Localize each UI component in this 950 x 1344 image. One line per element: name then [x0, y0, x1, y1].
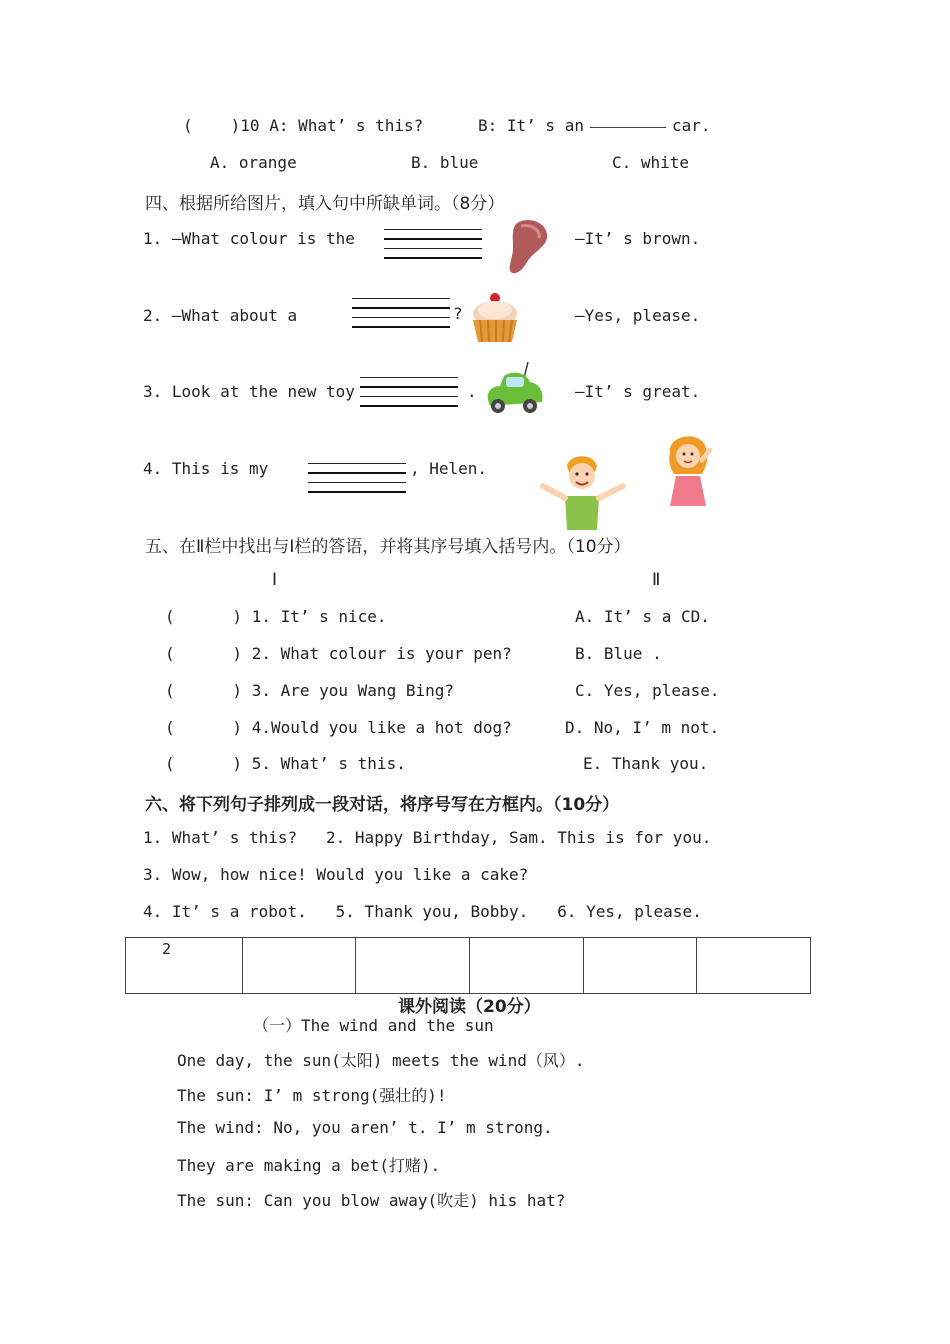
s5-right-e: E. Thank you. [583, 754, 709, 773]
q10-question-a: A: What’ s this? [269, 116, 424, 135]
reading-line-3: The wind: No, you aren’ t. I’ m strong. [177, 1118, 553, 1137]
q10-blank[interactable] [590, 126, 666, 128]
order-box-1[interactable]: 2 [126, 938, 243, 994]
s4-item3-writing-lines[interactable] [360, 377, 458, 415]
answer-bracket[interactable]: ( ) [165, 644, 243, 663]
order-answer-table [125, 937, 811, 994]
q10-question-end: car. [671, 116, 711, 135]
reading-line-2: The sun: I’ m strong(强壮的)! [177, 1086, 447, 1105]
q10-question-b-text: B: It’ s an [478, 116, 584, 135]
s5-left-1 [165, 607, 387, 626]
s4-item1-prefix: 1. —What colour is the [143, 229, 355, 248]
s4-item2-answer: —Yes, please. [575, 306, 701, 325]
q10-number: 10 [240, 116, 260, 135]
q10-question [183, 116, 423, 135]
s5-right-c: C. Yes, please. [575, 681, 720, 700]
order-box-4[interactable] [469, 938, 583, 994]
section4-title: 四、根据所给图片，填入句中所缺单词。（8分） [145, 194, 505, 214]
s4-item4-suffix: , Helen. [410, 459, 488, 478]
order-box-2[interactable] [242, 938, 356, 994]
s4-item3-prefix: 3. Look at the new toy [143, 382, 355, 401]
q10-paren-open: ( [183, 116, 193, 135]
answer-bracket[interactable]: ( ) [165, 681, 243, 700]
section6-title: 六、将下列句子排列成一段对话，将序号写在方框内。（10分） [145, 795, 620, 815]
s4-item1-answer: —It’ s brown. [575, 229, 701, 248]
boy-icon [537, 452, 629, 532]
s4-item1-writing-lines[interactable] [384, 229, 482, 267]
s4-item2-question-mark: ? [453, 304, 463, 323]
sausage-icon [505, 218, 550, 276]
s5-right-d: D. No, I’ m not. [565, 718, 720, 737]
q10-option-c[interactable]: C. white [612, 153, 690, 172]
s6-line-1: 1. What’ s this? 2. Happy Birthday, Sam. This is for you. [143, 828, 712, 847]
q10-question-b [478, 116, 711, 135]
order-box-5[interactable] [583, 938, 697, 994]
s4-item2-writing-lines[interactable] [352, 298, 450, 336]
s6-line-2: 3. Wow, how nice! Would you like a cake? [143, 865, 529, 884]
s5-left-5 [165, 754, 406, 773]
reading-line-1: One day, the sun(太阳) meets the wind（风）. [177, 1051, 585, 1070]
s5-left-3-text: 3. Are you Wang Bing? [251, 681, 454, 700]
reading-line-4: They are making a bet(打赌). [177, 1156, 441, 1175]
section5-title: 五、在Ⅱ栏中找出与Ⅰ栏的答语，并将其序号填入括号内。（10分） [145, 537, 631, 557]
col2-header: Ⅱ [652, 570, 661, 590]
toy-car-icon [482, 360, 546, 420]
s5-left-2 [165, 644, 512, 663]
s4-item4-prefix: 4. This is my [143, 459, 269, 478]
order-box-3[interactable] [356, 938, 470, 994]
s5-left-2-text: 2. What colour is your pen? [251, 644, 512, 663]
s5-right-b: B. Blue . [575, 644, 662, 663]
s5-left-4-text: 4.Would you like a hot dog? [251, 718, 512, 737]
s4-item3-period: . [467, 382, 477, 401]
answer-bracket[interactable]: ( ) [165, 754, 243, 773]
answer-bracket[interactable]: ( ) [165, 607, 243, 626]
q10-option-a[interactable]: A. orange [210, 153, 297, 172]
s5-left-1-text: 1. It’ s nice. [251, 607, 387, 626]
s4-item3-answer: —It’ s great. [575, 382, 701, 401]
order-box-6[interactable] [697, 938, 811, 994]
reading-title: 课外阅读（20分） [398, 997, 541, 1017]
q10-option-b[interactable]: B. blue [411, 153, 479, 172]
s6-line-3: 4. It’ s a robot. 5. Thank you, Bobby. 6. Yes, please. [143, 902, 702, 921]
s5-left-5-text: 5. What’ s this. [251, 754, 406, 773]
girl-icon [662, 430, 714, 508]
answer-bracket[interactable]: ( ) [165, 718, 243, 737]
s4-item4-writing-lines[interactable] [308, 463, 406, 501]
s5-left-3 [165, 681, 454, 700]
s5-left-4 [165, 718, 512, 737]
s5-right-a: A. It’ s a CD. [575, 607, 710, 626]
reading-line-5: The sun: Can you blow away(吹走) his hat? [177, 1191, 566, 1210]
q10-paren-close: ) [230, 116, 241, 135]
s4-item2-prefix: 2. —What about a [143, 306, 298, 325]
col1-header: Ⅰ [272, 570, 278, 590]
reading-subtitle: （一）The wind and the sun [253, 1016, 494, 1035]
cupcake-icon [468, 290, 522, 346]
